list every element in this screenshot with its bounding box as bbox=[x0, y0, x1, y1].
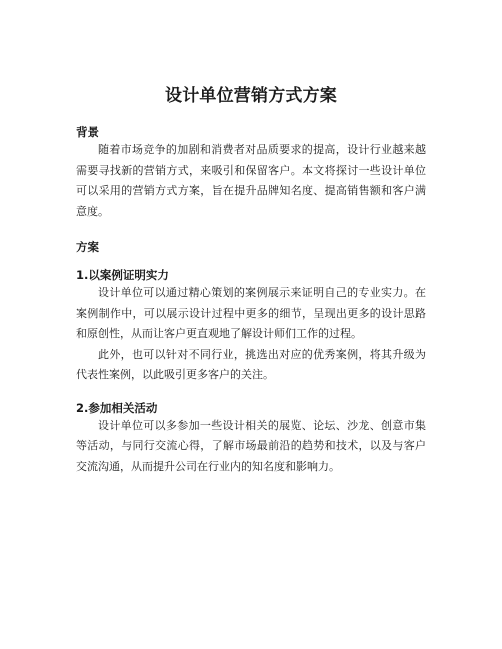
background-heading: 背景 bbox=[76, 125, 99, 139]
section-2-paragraph-1: 设计单位可以多参加一些设计相关的展览、论坛、沙龙、创意市集等活动，与同行交流心得，了解市场最前沿的趋势和技术，以及与客户交流沟通，从而提升公司在行业内的知名度和影响力。 bbox=[76, 418, 426, 473]
document-title: 设计单位营销方式方案 bbox=[165, 86, 337, 106]
section-1-heading: 1.以案例证明实力 bbox=[76, 268, 169, 282]
section-1-paragraph-1: 设计单位可以通过精心策划的案例展示来证明自己的专业实力。在案例制作中，可以展示设计过程中更多的细节，呈现出更多的设计思路和原创性，从而让客户更直观地了解设计师们工作的过程。 bbox=[76, 286, 426, 340]
plan-heading: 方案 bbox=[76, 240, 99, 254]
background-paragraph: 随着市场竞争的加剧和消费者对品质要求的提高，设计行业越来越需要寻找新的营销方式，来吸引和保留客户。本文将探讨一些设计单位可以采用的营销方式方案，旨在提升品牌知名度、提高销售额和客户满意度。 bbox=[76, 143, 426, 218]
section-2-heading: 2.参加相关活动 bbox=[76, 400, 158, 415]
section-1-paragraph-2: 此外，也可以针对不同行业，挑选出对应的优秀案例，将其升级为代表性案例，以此吸引更多客户的关注。 bbox=[76, 347, 426, 381]
